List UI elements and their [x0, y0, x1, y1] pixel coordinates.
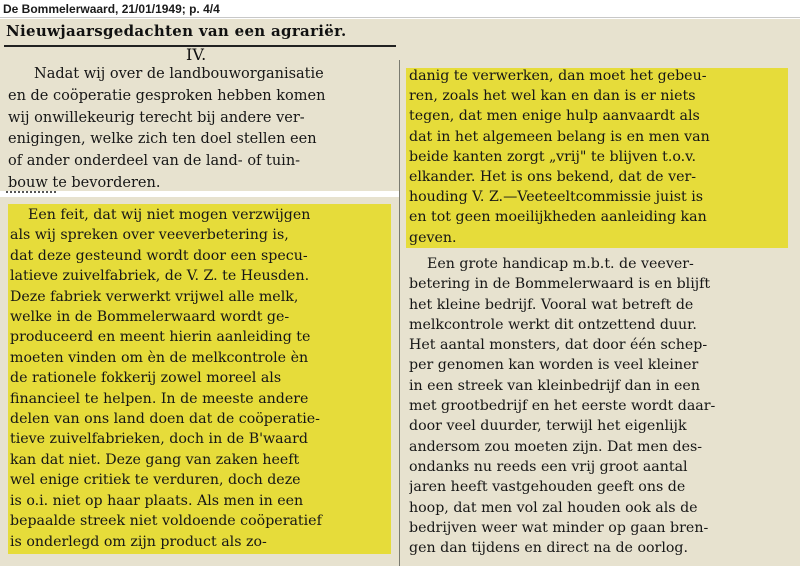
text-line: Het aantal monsters, dat door één schep-	[409, 337, 708, 354]
text-line: enigingen, welke zich ten doel stellen een	[8, 131, 317, 148]
text-line: bouw te bevorderen.	[8, 174, 161, 191]
text-line: geven.	[409, 229, 457, 246]
text-line: dat in het algemeen belang is en men van	[409, 128, 710, 145]
text-line: in een streek van kleinbedrijf dan in een	[409, 377, 700, 394]
headline: Nieuwjaarsgedachten van een agrariër.	[6, 22, 347, 40]
text-line: door veel duurder, terwijl het eigenlijk	[409, 418, 687, 435]
text-line: moeten vinden om èn de melkcontrole èn	[10, 349, 309, 366]
text-line: delen van ons land doen dat de coöperatie-	[10, 411, 320, 428]
text-line: is o.i. niet op haar plaats. Als men in een	[10, 492, 304, 509]
col2-bottom-text	[409, 254, 789, 558]
text-line: elkander. Het is ons bekend, dat de ver-	[409, 169, 697, 186]
text-line: kan dat niet. Deze gang van zaken heeft	[10, 451, 300, 468]
text-line: produceerd en meent hierin aanleiding te	[10, 329, 311, 346]
text-line: wel enige critiek te verduren, doch deze	[10, 472, 301, 489]
text-line: per genomen kan worden is veel kleiner	[409, 357, 699, 374]
text-line: beide kanten zorgt „vrij" te blijven t.o.v.	[409, 148, 696, 165]
text-line: als wij spreken over veeverbetering is,	[10, 227, 289, 244]
section-number: IV.	[186, 45, 207, 64]
text-line: Een feit, dat wij niet mogen verzwijgen	[28, 207, 311, 223]
text-line: Nadat wij over de landbouworganisatie	[34, 66, 324, 82]
text-line: gen dan tijdens en direct na de oorlog.	[409, 540, 688, 557]
text-line: andersom zou moeten zijn. Dat men des-	[409, 438, 703, 455]
col1-bottom-text	[10, 205, 390, 552]
text-line: of ander onderdeel van de land- of tuin-	[8, 153, 301, 170]
text-line: de rationele fokkerij zowel moreel als	[10, 370, 282, 387]
column-divider	[399, 60, 400, 566]
text-line: bepaalde streek niet voldoende coöperatief	[10, 513, 322, 530]
text-line: Deze fabriek verwerkt vrijwel alle melk,	[10, 288, 299, 305]
text-line: bedrijven weer wat minder op gaan bren-	[409, 519, 709, 536]
col1-top-text	[8, 64, 391, 195]
text-line: het kleine bedrijf. Vooral wat betreft de	[409, 296, 694, 313]
text-line: financieel te helpen. In de meeste andere	[10, 390, 309, 407]
text-line: Een grote handicap m.b.t. de veever-	[427, 256, 694, 272]
text-line: welke in de Bommelerwaard wordt ge-	[10, 309, 290, 326]
text-line: hoop, dat men vol zal houden ook als de	[409, 499, 698, 516]
text-line: jaren heeft vastgehouden geeft ons de	[409, 479, 686, 496]
text-line: en de coöperatie gesproken hebben komen	[8, 87, 326, 104]
text-line: tieve zuivelfabrieken, doch in de B'waard	[10, 431, 308, 448]
text-line: melkcontrole werkt dit ontzettend duur.	[409, 316, 697, 333]
text-line: danig te verwerken, dan moet het gebeu-	[409, 68, 707, 84]
text-line: dat deze gesteund wordt door een specu-	[10, 247, 308, 264]
text-line: latieve zuivelfabriek, de V. Z. te Heusden.	[10, 268, 310, 285]
source-caption: De Bommelerwaard, 21/01/1949; p. 4/4	[0, 0, 800, 18]
text-line: houding V. Z.—Veeteeltcommissie juist is	[409, 189, 704, 206]
text-line: is onderlegd om zijn product als zo-	[10, 533, 267, 550]
text-line: tegen, dat men enige hulp aanvaardt als	[409, 108, 700, 125]
text-line: wij onwillekeurig terecht bij andere ver-	[8, 109, 305, 126]
text-line: betering in de Bommelerwaard is en blijft	[409, 276, 711, 293]
text-line: en tot geen moeilijkheden aanleiding kan	[409, 209, 707, 226]
text-line: met grootbedrijf en het eerste wordt daar-	[409, 398, 716, 415]
text-line: ren, zoals het wel kan en dan is er niets	[409, 88, 696, 105]
text-line: ondanks nu reeds een vrij groot aantal	[409, 458, 688, 475]
col2-top-text	[409, 66, 789, 248]
